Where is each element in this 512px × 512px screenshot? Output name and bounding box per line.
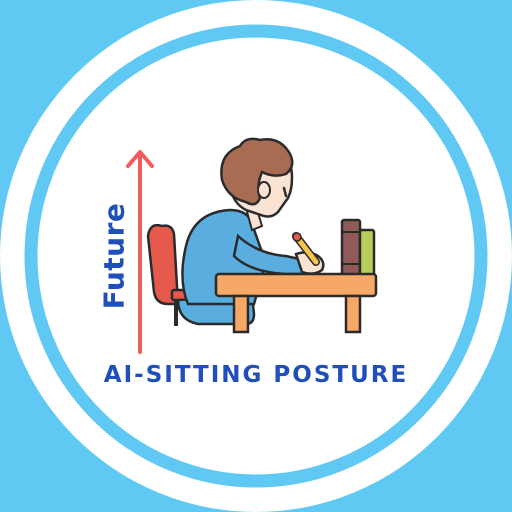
future-label: Future xyxy=(97,202,131,310)
logo-title: AI-SITTING POSTURE xyxy=(103,362,409,388)
